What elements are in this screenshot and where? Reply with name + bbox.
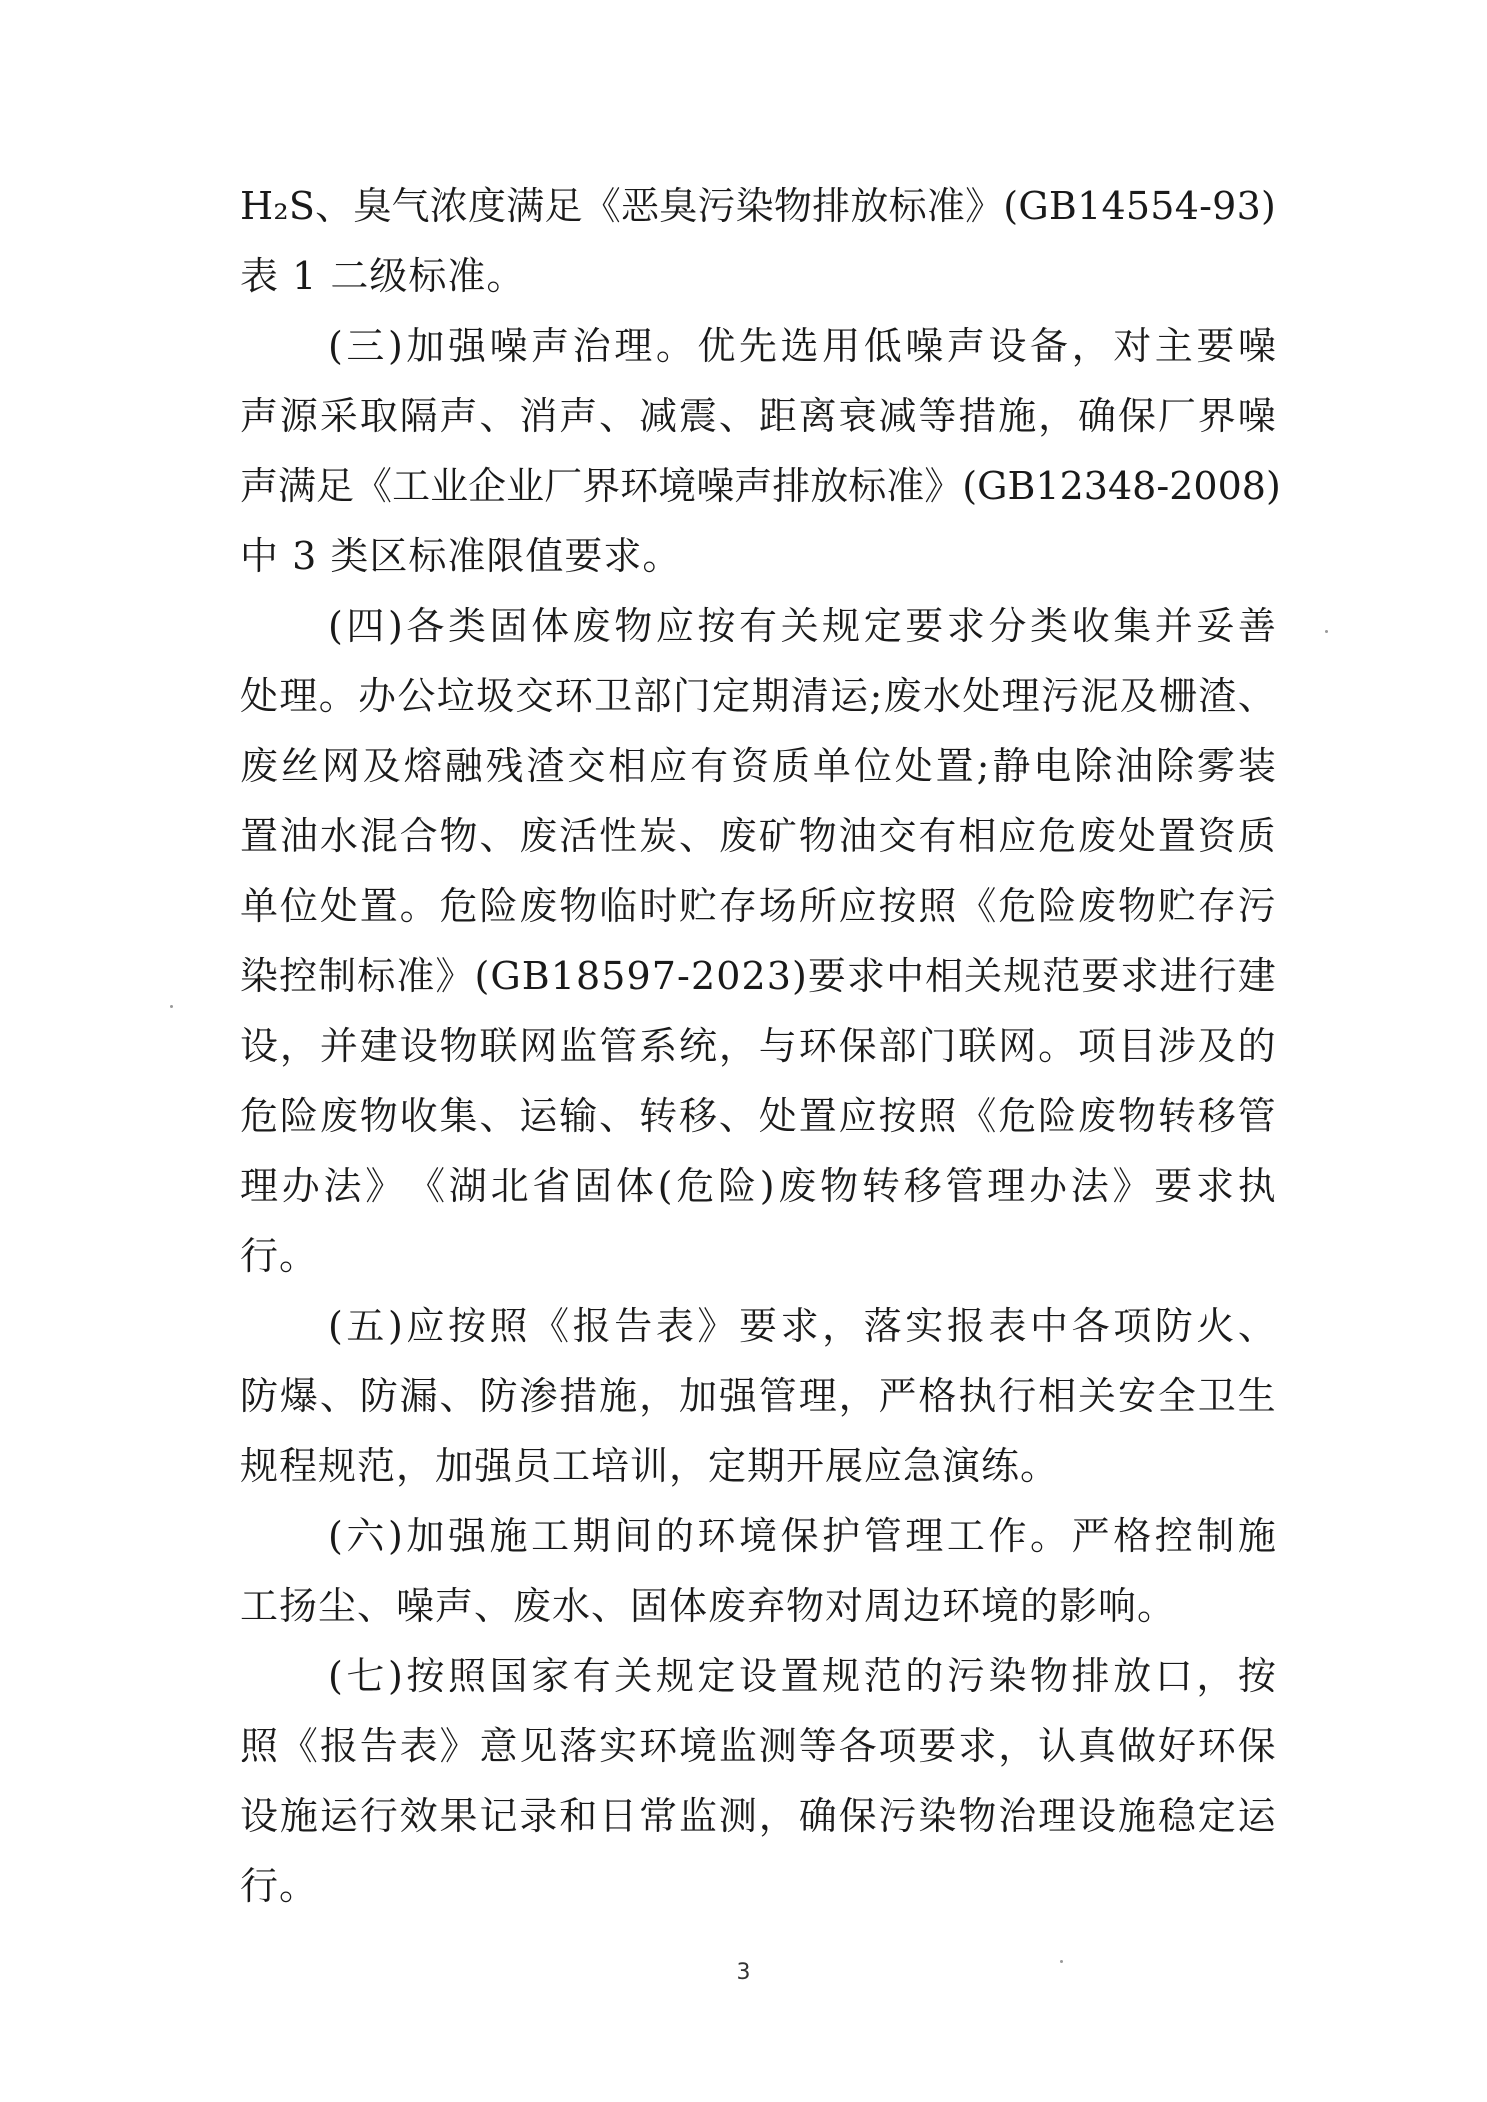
text-line: ( 三 ) 加 强 噪 声 治 理 。 优 先 选 用 低 噪 声 设 备 ， 对 主 要 噪 [328, 324, 1276, 368]
text-line: 工扬尘、噪声、废水、固体废弃物对周边环境的影响。 [240, 1584, 1177, 1628]
text-line: H ₂ S 、 臭 气 浓 度 满 足 《 恶 臭 污 染 物 排 放 标 准 》 ( G B 1 4 5 5 4 - 9 3 ) [240, 184, 1276, 228]
scan-speck [170, 1005, 173, 1008]
text-line: 行。 [240, 1864, 319, 1908]
page-number: 3 [736, 1960, 751, 1985]
text-line: ( 四 ) 各 类 固 体 废 物 应 按 有 关 规 定 要 求 分 类 收 集 并 妥 善 [328, 604, 1276, 648]
text-line: 防 爆 、 防 漏 、 防 渗 措 施 ， 加 强 管 理 ， 严 格 执 行 相 关 安 全 卫 生 [240, 1374, 1276, 1418]
scan-speck [1325, 630, 1328, 633]
text-line: 单 位 处 置 。 危 险 废 物 临 时 贮 存 场 所 应 按 照 《 危 险 废 物 贮 存 污 [240, 884, 1276, 928]
text-line: 表 1 二级标准。 [240, 254, 526, 298]
text-line: 行。 [240, 1234, 319, 1278]
text-line: 危 险 废 物 收 集 、 运 输 、 转 移 、 处 置 应 按 照 《 危 险 废 物 转 移 管 [240, 1094, 1276, 1138]
text-line: 照 《 报 告 表 》 意 见 落 实 环 境 监 测 等 各 项 要 求 ， 认 真 做 好 环 保 [240, 1724, 1276, 1768]
text-line: 染 控 制 标 准 》 ( G B 1 8 5 9 7 - 2 0 2 3 ) 要 求 中 相 关 规 范 要 求 进 行 建 [240, 954, 1276, 998]
text-line: 中 3 类区标准限值要求。 [240, 534, 682, 578]
text-line: ( 七 ) 按 照 国 家 有 关 规 定 设 置 规 范 的 污 染 物 排 放 口 ， 按 [328, 1654, 1276, 1698]
text-line: 规程规范，加强员工培训，定期开展应急演练。 [240, 1444, 1060, 1488]
text-line: 设 ， 并 建 设 物 联 网 监 管 系 统 ， 与 环 保 部 门 联 网 。 项 目 涉 及 的 [240, 1024, 1276, 1068]
text-line: 声 满 足 《 工 业 企 业 厂 界 环 境 噪 声 排 放 标 准 》 ( G B 1 2 3 4 8 - 2 0 0 8 ) [240, 464, 1281, 508]
text-line: 处 理 。 办 公 垃 圾 交 环 卫 部 门 定 期 清 运 ; 废 水 处 理 污 泥 及 栅 渣 、 [240, 674, 1276, 718]
text-line: 废 丝 网 及 熔 融 残 渣 交 相 应 有 资 质 单 位 处 置 ; 静 电 除 油 除 雾 装 [240, 744, 1276, 788]
text-line: 声 源 采 取 隔 声 、 消 声 、 减 震 、 距 离 衰 减 等 措 施 ， 确 保 厂 界 噪 [240, 394, 1276, 438]
text-line: 设 施 运 行 效 果 记 录 和 日 常 监 测 ， 确 保 污 染 物 治 理 设 施 稳 定 运 [240, 1794, 1276, 1838]
text-line: ( 六 ) 加 强 施 工 期 间 的 环 境 保 护 管 理 工 作 。 严 格 控 制 施 [328, 1514, 1276, 1558]
text-line: 置 油 水 混 合 物 、 废 活 性 炭 、 废 矿 物 油 交 有 相 应 危 废 处 置 资 质 [240, 814, 1276, 858]
text-line: ( 五 ) 应 按 照 《 报 告 表 》 要 求 ， 落 实 报 表 中 各 项 防 火 、 [328, 1304, 1276, 1348]
text-line: 理 办 法 》 《 湖 北 省 固 体 ( 危 险 ) 废 物 转 移 管 理 办 法 》 要 求 执 [240, 1164, 1276, 1208]
scan-speck [1060, 1960, 1063, 1963]
